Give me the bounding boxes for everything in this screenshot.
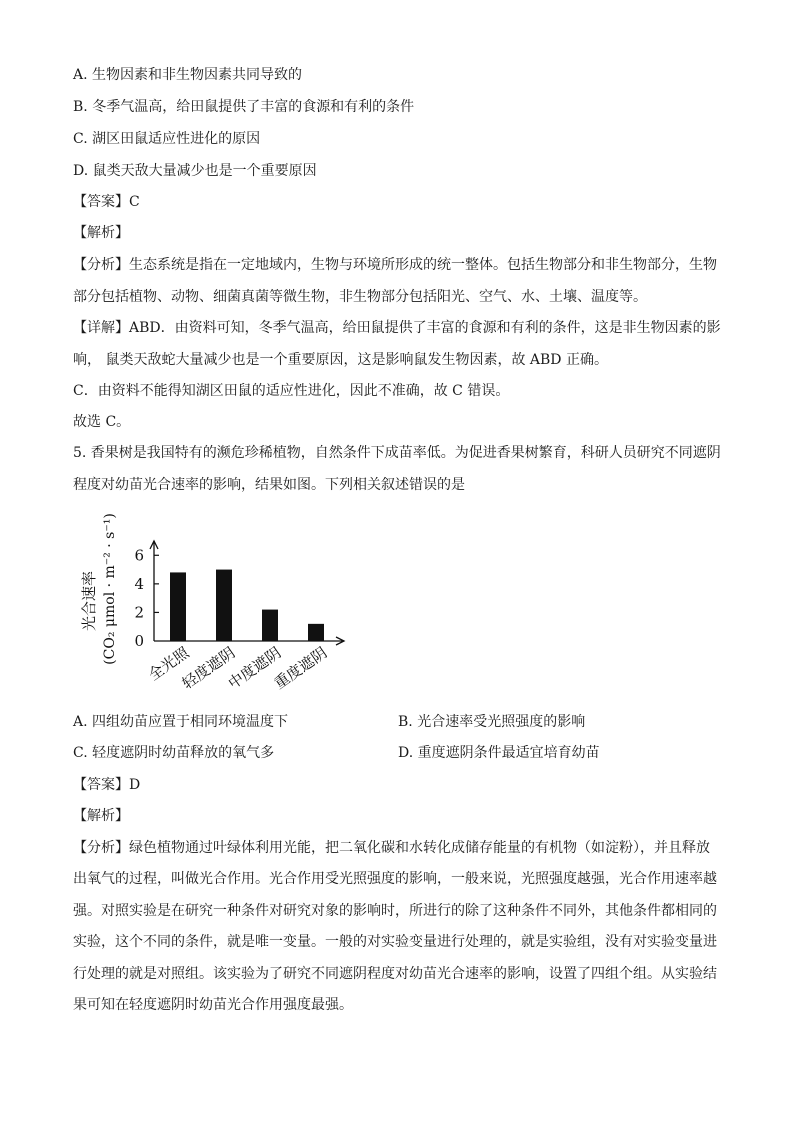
q5-analysis-line-5: 行处理的就是对照组。该实验为了研究不同遮阴程度对幼苗光合速率的影响，设置了四组个组。从实验结 [73,966,717,982]
bar-3 [262,610,278,641]
x-category-label: 轻度遮阴 [178,643,239,693]
q4-detail-line-2: 响， 鼠类天敌蛇大量减少也是一个重要原因，这是影响鼠发生物因素，故 ABD 正确。 [73,352,608,368]
q5-option-d: D. 重度遮阴条件最适宜培育幼苗 [398,745,600,761]
q5-answer: 【答案】D [73,777,141,793]
x-category-label: 重度遮阴 [270,643,331,693]
q4-option-a: A. 生物因素和非生物因素共同导致的 [73,67,303,83]
y-axis-unit: (CO₂ μmol · m⁻² · s⁻¹) [102,513,118,665]
y-tick-label: 6 [134,546,144,565]
q4-detail-line-4: 故选 C。 [73,414,131,430]
y-tick-label: 4 [134,574,144,593]
q5-analysis-line-3: 强。对照实验是在研究一种条件对研究对象的影响时，所进行的除了这种条件不同外，其他条件都相同的 [73,903,717,919]
q4-answer: 【答案】C [73,194,140,210]
q5-stem-line-2: 程度对幼苗光合速率的影响，结果如图。下列相关叙述错误的是 [73,477,465,493]
x-category-label: 中度遮阴 [224,643,285,693]
x-category-label: 全光照 [145,643,193,685]
q4-detail-line-3: C．由资料不能得知湖区田鼠的适应性进化，因此不准确，故 C 错误。 [73,383,510,399]
q5-option-a: A. 四组幼苗应置于相同环境温度下 [73,714,289,730]
bar-2 [216,570,232,641]
q5-option-c: C. 轻度遮阴时幼苗释放的氧气多 [73,745,275,761]
q4-detail-line-1: 【详解】ABD．由资料可知，冬季气温高，给田鼠提供了丰富的食源和有利的条件，这是非生物因素的影 [73,320,721,336]
q4-jiexi: 【解析】 [73,225,129,241]
q4-analysis-line-1: 【分析】生态系统是指在一定地域内，生物与环境所形成的统一整体。包括生物部分和非生物部分，生物 [73,257,717,273]
q5-analysis-line-6: 果可知在轻度遮阴时幼苗光合作用强度最强。 [73,997,353,1013]
y-tick-label: 0 [134,632,144,650]
bar-4 [308,624,324,641]
q4-option-b: B. 冬季气温高，给田鼠提供了丰富的食源和有利的条件 [73,99,415,115]
q5-analysis-line-4: 实验，这个不同的条件，就是唯一变量。一般的对实验变量进行处理的，就是实验组，没有对实验变量进 [73,934,717,950]
bar-1 [170,572,186,641]
q4-analysis-line-2: 部分包括植物、动物、细菌真菌等微生物，非生物部分包括阳光、空气、水、土壤、温度等。 [73,289,647,305]
photosynthesis-bar-chart [74,505,364,715]
q5-stem-line-1: 5. 香果树是我国特有的濒危珍稀植物，自然条件下成苗率低。为促进香果树繁育，科研人员研究不同遮阴 [73,445,721,461]
q5-jiexi: 【解析】 [73,808,129,824]
y-axis-label: 光合速率 [80,570,98,632]
q4-option-d: D. 鼠类天敌大量减少也是一个重要原因 [73,163,317,179]
q5-analysis-line-1: 【分析】绿色植物通过叶绿体利用光能，把二氧化碳和水转化成储存能量的有机物（如淀粉），并且释放 [73,840,710,856]
q5-option-b: B. 光合速率受光照强度的影响 [398,714,586,730]
q5-analysis-line-2: 出氧气的过程，叫做光合作用。光合作用受光照强度的影响，一般来说，光照强度越强，光合作用速率越 [73,871,717,887]
q4-option-c: C. 湖区田鼠适应性进化的原因 [73,131,261,147]
y-tick-label: 2 [134,603,144,622]
